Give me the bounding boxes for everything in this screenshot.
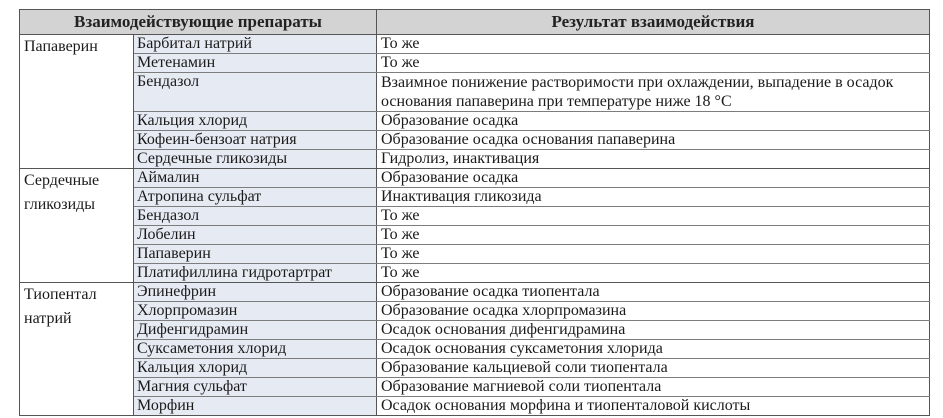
interacting-drug-cell: Бендазол: [134, 73, 377, 112]
interaction-result-cell: Инактивация гликозида: [377, 188, 930, 207]
table-row: [20, 131, 930, 150]
interaction-result-cell: Образование осадка: [377, 169, 930, 188]
table-row: [20, 35, 930, 54]
interacting-drug-cell: Папаверин: [134, 245, 377, 264]
interaction-result-cell: То же: [377, 54, 930, 73]
interacting-drug-cell: Лобелин: [134, 226, 377, 245]
interacting-drug-cell: Атропина сульфат: [134, 188, 377, 207]
interaction-result-cell: Взаимное понижение растворимости при охлаждении, выпадение в осадок основания папаверина при температуре ниже 18 °C: [377, 73, 930, 112]
table-header-row: [20, 10, 930, 35]
drug-interaction-table-wrapper: [19, 9, 929, 416]
interaction-result-cell: Гидролиз, инактивация: [377, 150, 930, 169]
interaction-result-cell: То же: [377, 207, 930, 226]
interacting-drug-cell: Кальция хлорид: [134, 112, 377, 131]
table-row: [20, 188, 930, 207]
interaction-result-cell: То же: [377, 245, 930, 264]
table-row: [20, 397, 930, 416]
header-interacting-drugs: Взаимодействующие препараты: [20, 10, 377, 35]
interaction-result-cell: Осадок основания суксаметония хлорида: [377, 340, 930, 359]
table-row: [20, 112, 930, 131]
interacting-drug-cell: Суксаметония хлорид: [134, 340, 377, 359]
table-row: [20, 359, 930, 378]
interaction-result-cell: То же: [377, 35, 930, 54]
group-name-cell: Тиопентал натрий: [20, 283, 134, 416]
interaction-result-cell: Образование осадка: [377, 112, 930, 131]
table-row: [20, 245, 930, 264]
interaction-result-cell: Образование кальциевой соли тиопентала: [377, 359, 930, 378]
interacting-drug-cell: Дифенгидрамин: [134, 321, 377, 340]
interaction-result-cell: Образование осадка хлорпромазина: [377, 302, 930, 321]
table-row: [20, 302, 930, 321]
table-row: [20, 226, 930, 245]
interacting-drug-cell: Сердечные гликозиды: [134, 150, 377, 169]
interaction-result-cell: Осадок основания дифенгидрамина: [377, 321, 930, 340]
interacting-drug-cell: Хлорпромазин: [134, 302, 377, 321]
table-row: [20, 321, 930, 340]
table-row: [20, 283, 930, 302]
interaction-result-cell: То же: [377, 226, 930, 245]
group-name-cell: Папаверин: [20, 35, 134, 169]
group-name-cell: Сердечные гликозиды: [20, 169, 134, 283]
interaction-result-cell: Образование осадка основания папаверина: [377, 131, 930, 150]
drug-interaction-table: [19, 9, 930, 416]
table-row: [20, 207, 930, 226]
table-row: [20, 378, 930, 397]
interacting-drug-cell: Кофеин-бензоат натрия: [134, 131, 377, 150]
interaction-result-cell: Осадок основания морфина и тиопенталовой кислоты: [377, 397, 930, 416]
interacting-drug-cell: Эпинефрин: [134, 283, 377, 302]
interacting-drug-cell: Аймалин: [134, 169, 377, 188]
header-interaction-result: Результат взаимодействия: [377, 10, 930, 35]
table-row: [20, 150, 930, 169]
interacting-drug-cell: Морфин: [134, 397, 377, 416]
interacting-drug-cell: Кальция хлорид: [134, 359, 377, 378]
interaction-result-cell: Образование магниевой соли тиопентала: [377, 378, 930, 397]
table-row: [20, 264, 930, 283]
interacting-drug-cell: Магния сульфат: [134, 378, 377, 397]
table-body: [20, 35, 930, 416]
interaction-result-cell: То же: [377, 264, 930, 283]
interacting-drug-cell: Барбитал натрий: [134, 35, 377, 54]
interacting-drug-cell: Платифиллина гидротартрат: [134, 264, 377, 283]
interaction-result-cell: Образование осадка тиопентала: [377, 283, 930, 302]
table-row: [20, 73, 930, 112]
table-row: [20, 54, 930, 73]
interacting-drug-cell: Бендазол: [134, 207, 377, 226]
table-row: [20, 340, 930, 359]
interacting-drug-cell: Метенамин: [134, 54, 377, 73]
table-row: [20, 169, 930, 188]
